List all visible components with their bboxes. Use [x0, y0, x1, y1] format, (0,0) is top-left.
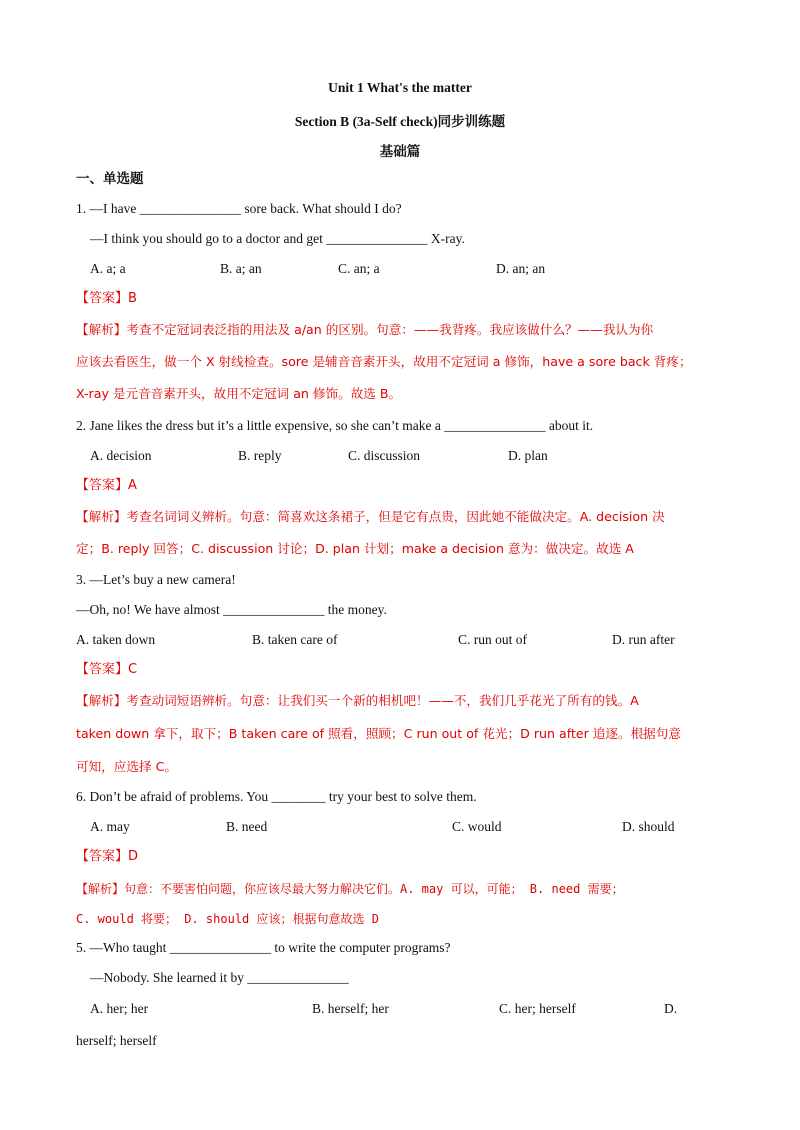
question-5-option-d-text: herself; herself — [76, 1033, 157, 1048]
question-1-answer: 【答案】B — [76, 291, 137, 306]
question-5-option-c: C. her; herself — [499, 1001, 576, 1016]
question-2-explanation-line: 定；B. reply 回答；C. discussion 讨论；D. plan 计划；make a decision 意为：做决定。故选 A — [76, 541, 634, 556]
question-6-explanation-line: 【解析】句意：不要害怕问题，你应该尽最大努力解决它们。A. may 可以，可能； B. need 需要； — [76, 882, 624, 896]
question-2-stem: 2. Jane likes the dress but it’s a little expensive, so she can’t make a _______________ about it. — [76, 418, 594, 433]
question-1-option-b: B. a; an — [220, 261, 262, 276]
section-heading: 一、单选题 — [76, 171, 144, 186]
question-6-explanation-line: C. would 将要； D. should 应该；根据句意故选 D — [76, 912, 379, 926]
question-3-stem: 3. —Let’s buy a new camera! — [76, 572, 236, 587]
question-2-option-b: B. reply — [238, 448, 282, 463]
question-1-explanation-line: 应该去看医生，做一个 X 射线检查。sore 是辅音音素开头，故用不定冠词 a 修饰，have a sore back 背疼； — [76, 354, 692, 369]
question-1-option-a: A. a; a — [90, 261, 126, 276]
question-3-answer: 【答案】C — [76, 662, 138, 677]
question-3-option-c: C. run out of — [458, 632, 527, 647]
question-6-option-b: B. need — [226, 819, 268, 834]
question-2-option-c: C. discussion — [348, 448, 421, 463]
question-2-answer: 【答案】A — [76, 478, 137, 493]
question-2-option-d: D. plan — [508, 448, 548, 463]
question-3-option-b: B. taken care of — [252, 632, 338, 647]
question-3-option-d: D. run after — [612, 632, 675, 647]
question-2-option-a: A. decision — [90, 448, 152, 463]
question-6-option-d: D. should — [622, 819, 675, 834]
question-3-option-a: A. taken down — [76, 632, 156, 647]
question-1-explanation-line: 【解析】考查不定冠词表泛指的用法及 a/an 的区别。句意：——我背疼。我应该做什么？——我认为你 — [76, 322, 654, 337]
question-5-option-d: D. — [664, 1001, 678, 1016]
question-1-option-d: D. an; an — [496, 261, 546, 276]
question-1-option-c: C. an; a — [338, 261, 380, 276]
question-5-option-b: B. herself; her — [312, 1001, 389, 1016]
question-5-stem: 5. —Who taught _______________ to write the computer programs? — [76, 940, 451, 955]
question-2-explanation-line: 【解析】考查名词词义辨析。句意：简喜欢这条裙子，但是它有点贵，因此她不能做决定。A. decision 决 — [76, 509, 665, 524]
question-6-answer: 【答案】D — [76, 849, 139, 864]
question-6-option-c: C. would — [452, 819, 502, 834]
document-title: Unit 1 What's the matter — [328, 80, 472, 95]
question-5-stem-2: —Nobody. She learned it by _______________ — [90, 970, 349, 985]
document-subtitle: Section B (3a-Self check)同步训练题 — [294, 114, 506, 129]
document-level: 基础篇 — [379, 144, 421, 159]
question-6-stem: 6. Don’t be afraid of problems. You ________ try your best to solve them. — [76, 789, 477, 804]
question-3-stem-2: —Oh, no! We have almost _______________ the money. — [76, 602, 387, 617]
question-3-explanation-line: 可知，应选择 C。 — [76, 759, 177, 774]
question-5-option-a: A. her; her — [90, 1001, 149, 1016]
question-1-explanation-line: X-ray 是元音音素开头，故用不定冠词 an 修饰。故选 B。 — [76, 386, 402, 401]
question-1-stem: 1. —I have _______________ sore back. What should I do? — [76, 201, 402, 216]
question-3-explanation-line: taken down 拿下，取下；B taken care of 照看，照顾；C run out of 花光；D run after 追逐。根据句意 — [76, 726, 681, 741]
question-6-option-a: A. may — [90, 819, 130, 834]
question-1-stem-2: —I think you should go to a doctor and get _______________ X-ray. — [90, 231, 465, 246]
question-3-explanation-line: 【解析】考查动词短语辨析。句意：让我们买一个新的相机吧！——不，我们几乎花光了所有的钱。A — [76, 693, 639, 708]
